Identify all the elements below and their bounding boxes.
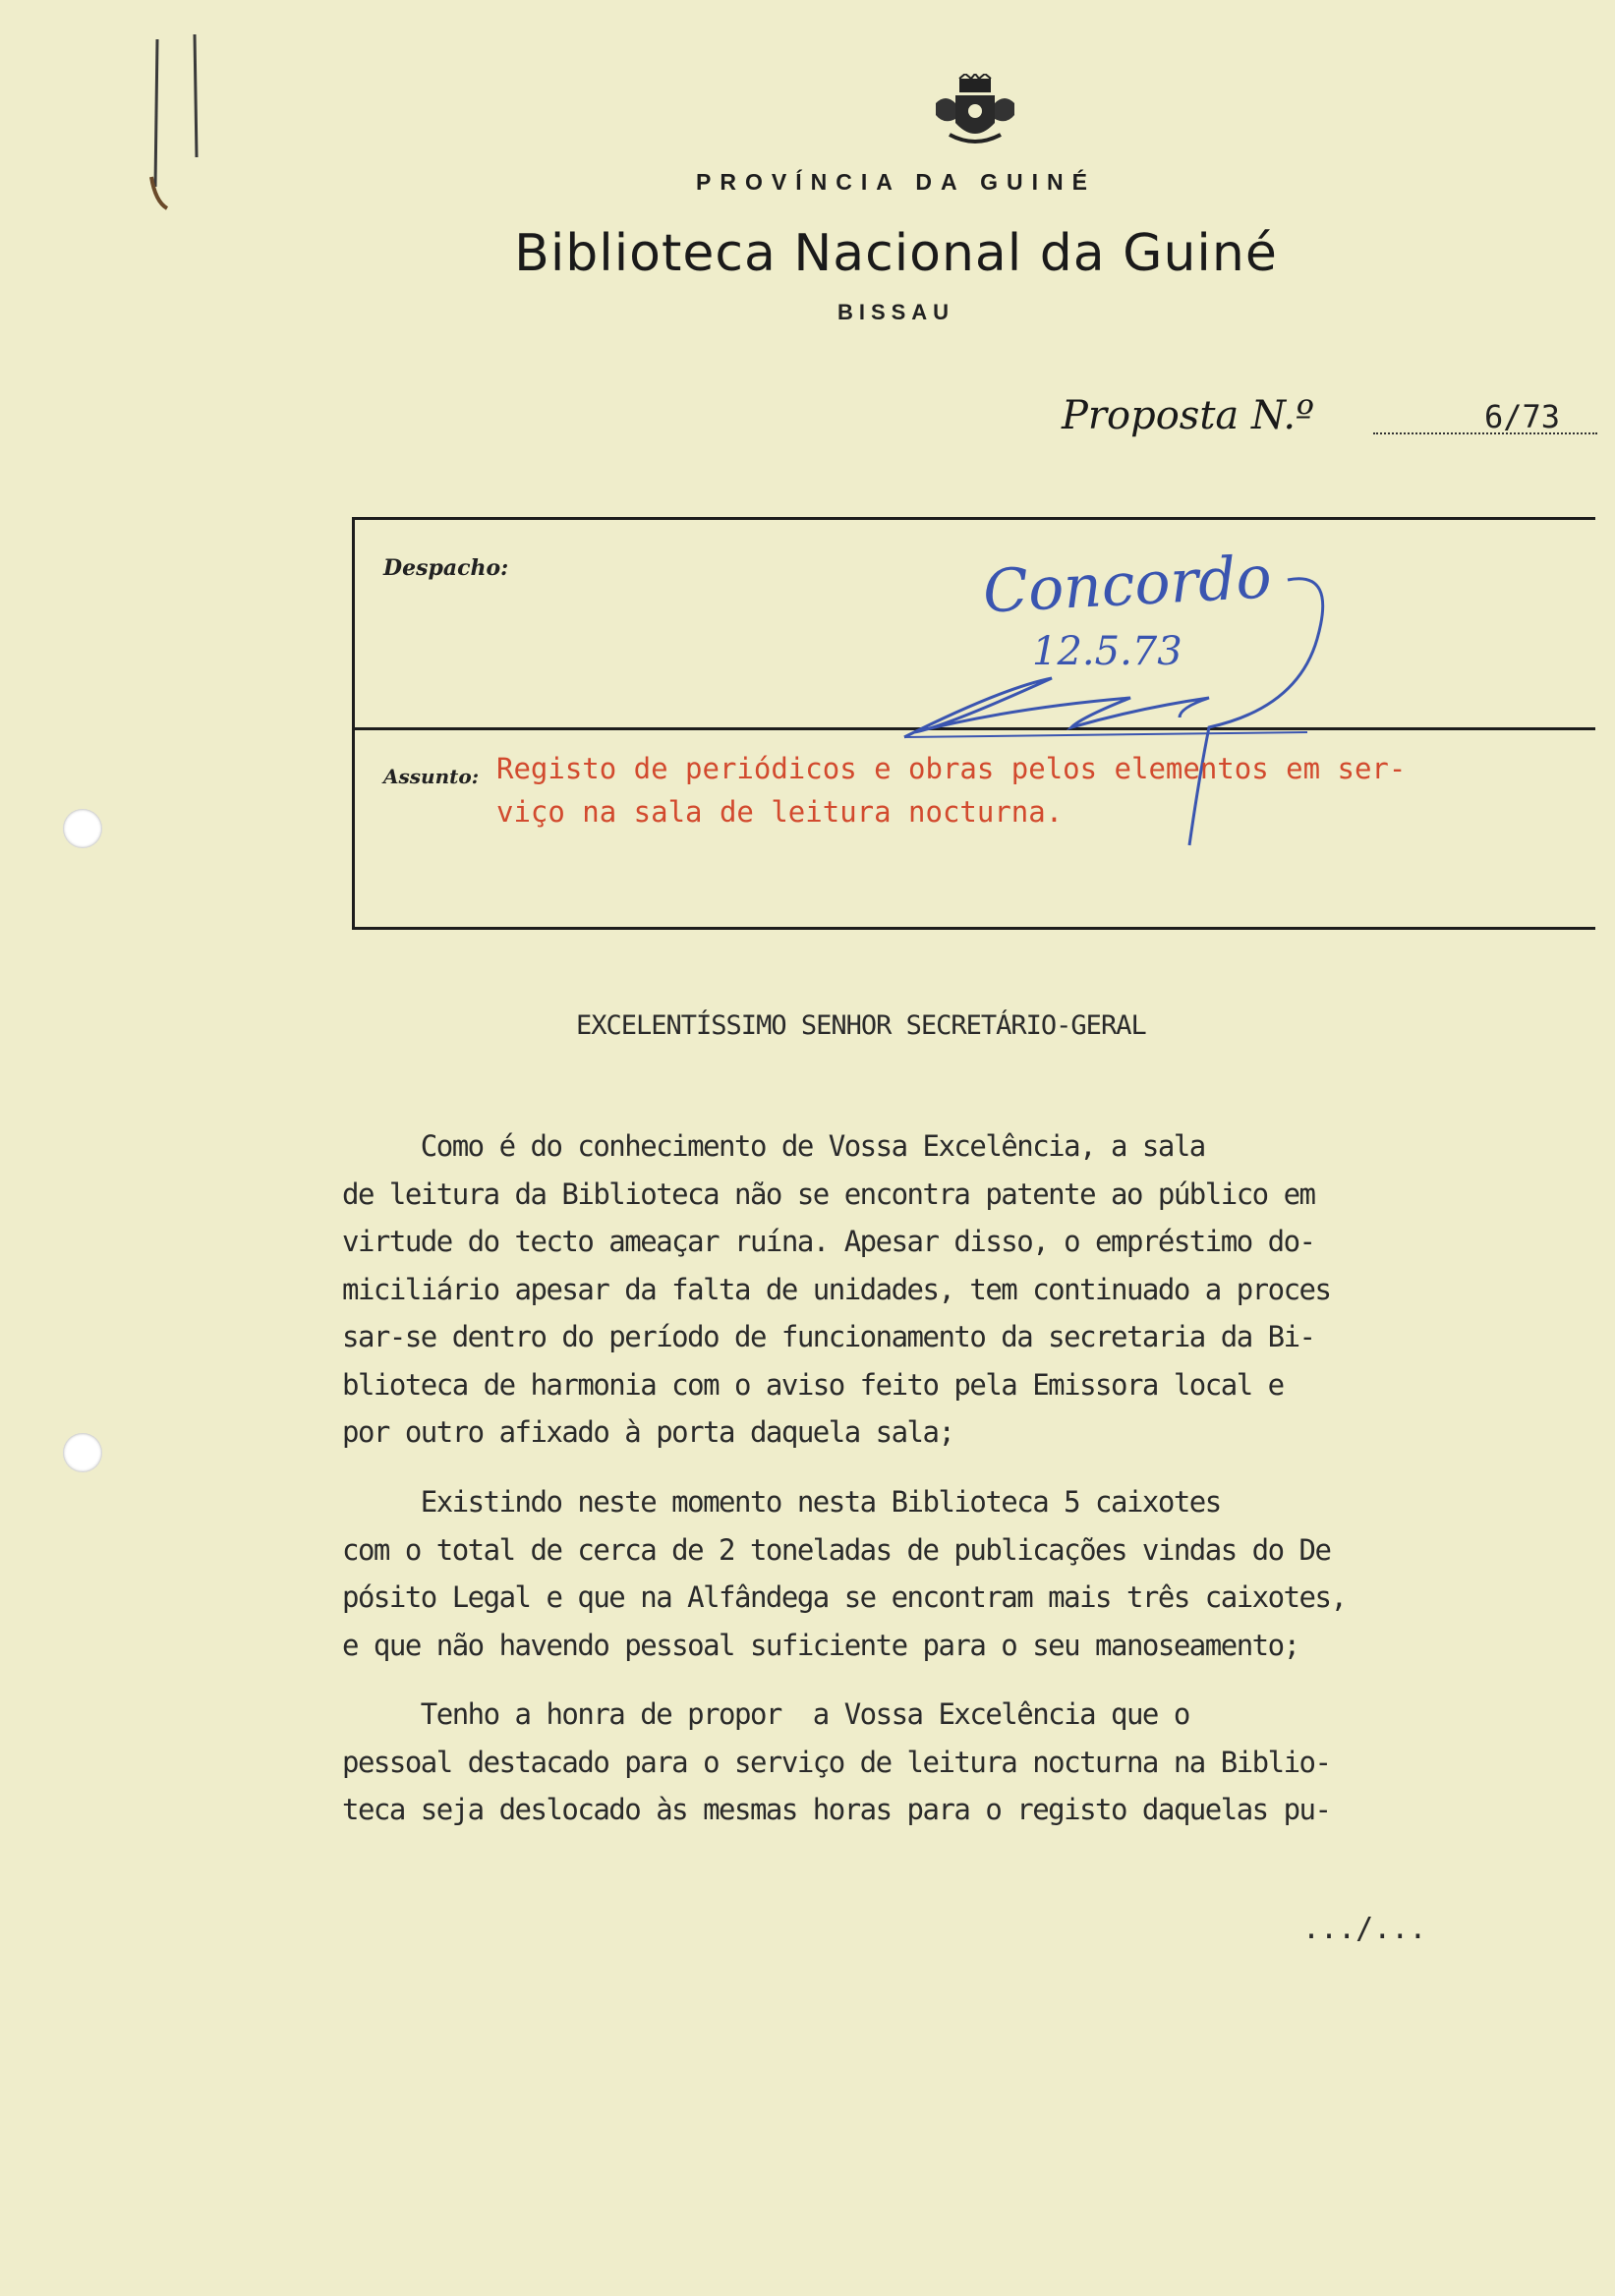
city-name: BISSAU — [836, 300, 955, 324]
text-line: virtude do tecto ameaçar ruína. Apesar disso, o empréstimo do- — [342, 1225, 1315, 1258]
text-line: e que não havendo pessoal suficiente para o seu manoseamento; — [342, 1628, 1299, 1662]
coat-of-arms-icon — [930, 74, 1020, 152]
text-line: blioteca de harmonia com o aviso feito pela Emissora local e — [342, 1367, 1284, 1402]
paragraph-3 — [342, 1691, 1581, 1834]
text-line: por outro afixado à porta daquela sala; — [342, 1415, 954, 1449]
punch-hole-top — [63, 809, 102, 848]
text-line: sar-se dentro do período de funcionamento da secretaria da Bi- — [342, 1320, 1315, 1353]
paragraph-2 — [342, 1478, 1581, 1669]
text-line: Existindo neste momento nesta Biblioteca 5 caixotes — [342, 1485, 1221, 1519]
salutation: EXCELENTÍSSIMO SENHOR SECRETÁRIO-GERAL — [576, 1010, 1146, 1041]
handwritten-date: 12.5.73 — [1032, 629, 1182, 674]
assunto-line: Registo de periódicos e obras pelos elementos em ser- — [496, 752, 1407, 785]
province-heading: PROVÍNCIA DA GUINÉ — [696, 169, 1096, 195]
continuation-marker: .../... — [1302, 1912, 1427, 1946]
text-line: pósito Legal e que na Alfândega se encontram mais três caixotes, — [342, 1580, 1347, 1614]
text-line: miciliário apesar da falta de unidades, tem continuado a proces — [342, 1272, 1331, 1306]
despacho-label: Despacho: — [383, 555, 509, 581]
proposta-number: 6/73 — [1484, 398, 1561, 435]
assunto-line: viço na sala de leitura nocturna. — [496, 795, 1064, 829]
paragraph-1 — [342, 1122, 1581, 1457]
text-line: com o total de cerca de 2 toneladas de publicações vindas do De — [342, 1532, 1331, 1567]
text-line: teca seja deslocado às mesmas horas para o registo daquelas pu- — [342, 1793, 1331, 1826]
punch-hole-bottom — [63, 1433, 102, 1472]
assunto-label: Assunto: — [383, 765, 480, 788]
text-line: de leitura da Biblioteca não se encontra patente ao público em — [342, 1177, 1315, 1211]
handwritten-concordo: Concordo — [981, 543, 1274, 627]
text-line: Como é do conhecimento de Vossa Excelência, a sala — [342, 1129, 1205, 1163]
institution-name: Biblioteca Nacional da Guiné — [514, 224, 1278, 283]
text-line: Tenho a honra de propor a Vossa Excelência que o — [342, 1697, 1189, 1731]
proposta-label: Proposta N.º — [1062, 393, 1314, 438]
assunto-text — [496, 747, 1568, 833]
text-line: pessoal destacado para o serviço de leitura nocturna na Biblio- — [342, 1745, 1331, 1779]
pencil-marks — [138, 29, 216, 226]
